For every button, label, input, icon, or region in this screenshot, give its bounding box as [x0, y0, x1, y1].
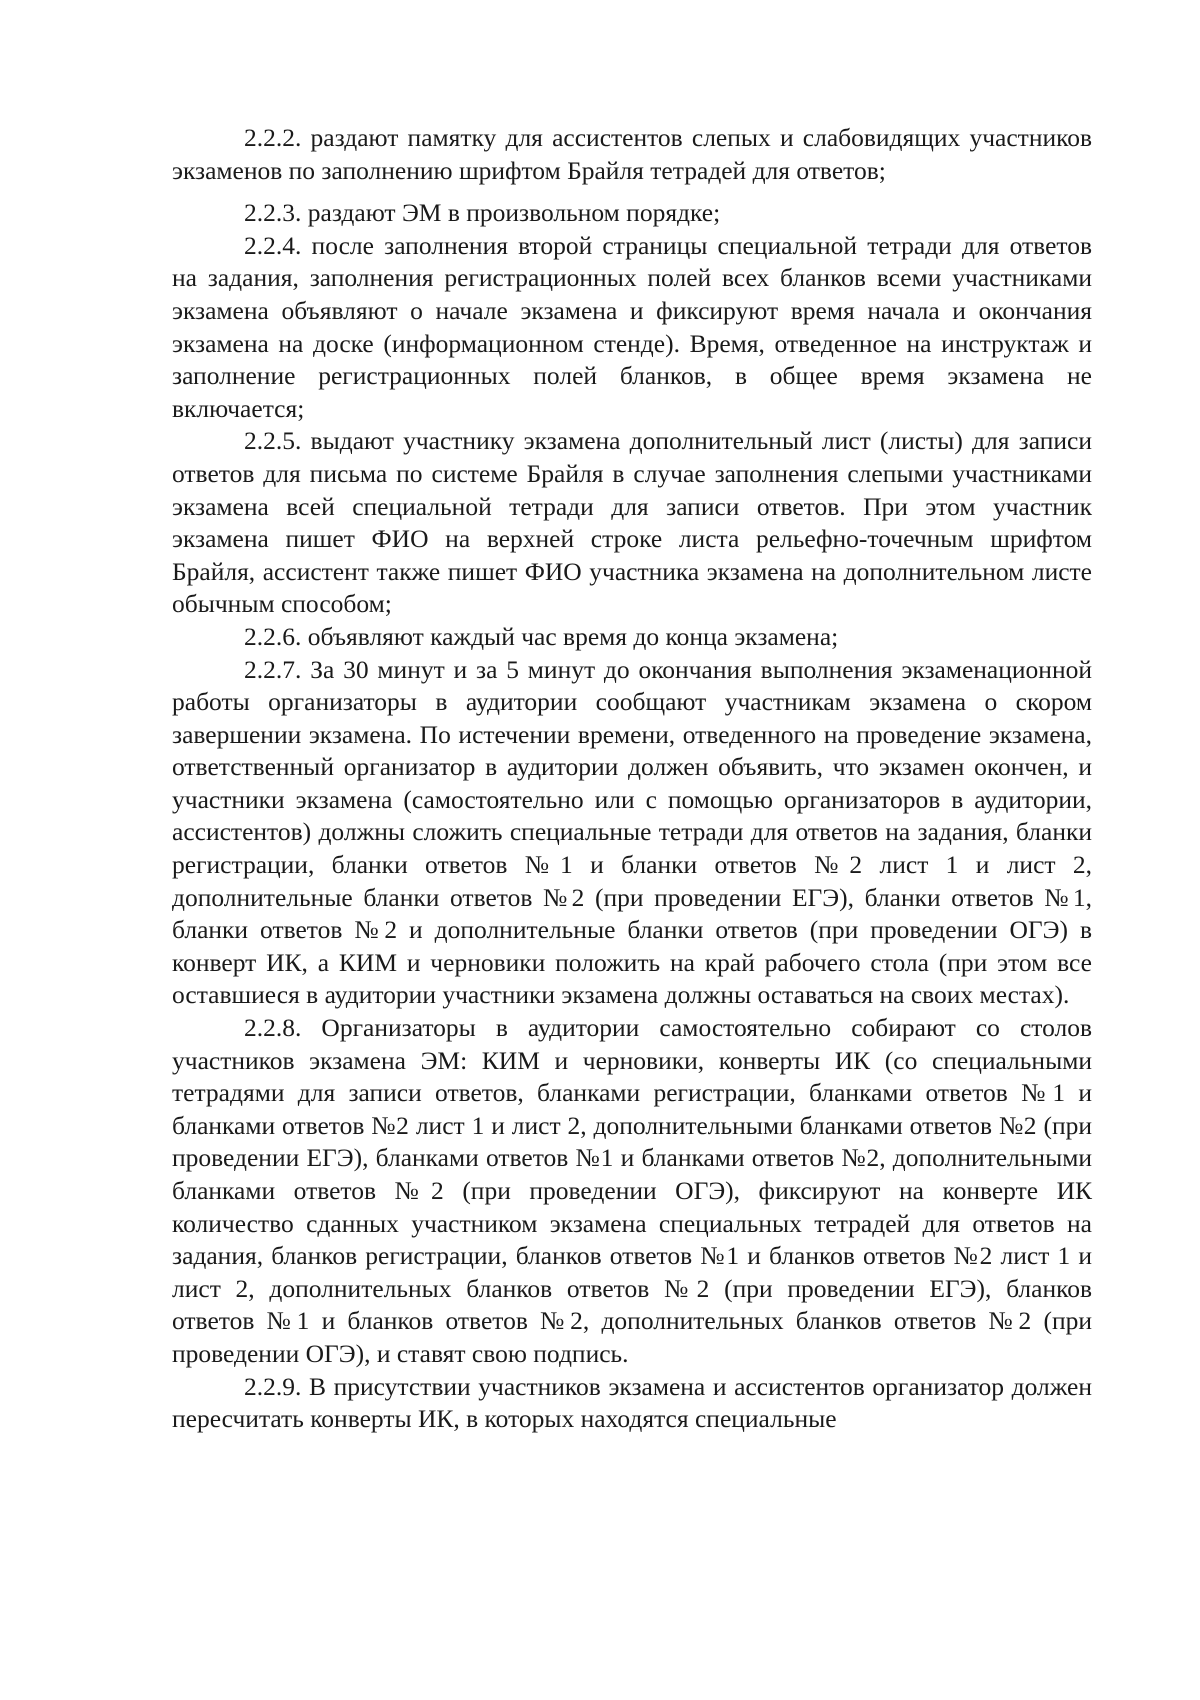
- paragraph-2-2-4: 2.2.4. после заполнения второй страницы специальной тетради для ответов на задания, заполнения регистрационных полей всех бланков всеми участниками экзамена объявляют о начале экзамена и фиксируют время начала и окончания экзамена на доске (информационном стенде). Время, отведенное на инструктаж и заполнение регистрационных полей бланков, в общее время экзамена не включается;: [172, 230, 1092, 423]
- paragraph-2-2-5: 2.2.5. выдают участнику экзамена дополнительный лист (листы) для записи ответов для письма по системе Брайля в случае заполнения слепыми участниками экзамена всей специальной тетради для записи ответов. При этом участник экзамена пишет ФИО на верхней строке листа рельефно-точечным шрифтом Брайля, ассистент также пишет ФИО участника экзамена на дополнительном листе обычным способом;: [172, 426, 1092, 619]
- paragraph-2-2-8: 2.2.8. Организаторы в аудитории самостоятельно собирают со столов участников экзамена ЭМ: КИМ и черновики, конверты ИК (со специальными тетрадями для записи ответов, бланками регистрации, бланками ответов №1 и бланками ответов №2 лист 1 и лист 2, дополнительными бланками ответов №2 (при проведении ЕГЭ), бланками ответов №1 и бланками ответов №2, дополнительными бланками ответов №2 (при проведении ОГЭ), фиксируют на конверте ИК количество сданных участником экзамена специальных тетрадей для ответов на задания, бланков регистрации, бланков ответов №1 и бланков ответов №2 лист 1 и лист 2, дополнительных бланков ответов №2 (при проведении ЕГЭ), бланков ответов №1 и бланков ответов №2, дополнительных бланков ответов №2 (при проведении ОГЭ), и ставят свою подпись.: [172, 1013, 1092, 1368]
- paragraph-2-2-3: 2.2.3. раздают ЭМ в произвольном порядке;: [244, 198, 721, 228]
- paragraph-2-2-6: 2.2.6. объявляют каждый час время до конца экзамена;: [244, 621, 839, 651]
- paragraph-2-2-2: 2.2.2. раздают памятку для ассистентов слепых и слабовидящих участников экзаменов по заполнению шрифтом Брайля тетрадей для ответов;: [172, 123, 1092, 185]
- paragraph-2-2-7: 2.2.7. За 30 минут и за 5 минут до окончания выполнения экзаменационной работы организаторы в аудитории сообщают участникам экзамена о скором завершении экзамена. По истечении времени, отведенного на проведение экзамена, ответственный организатор в аудитории должен объявить, что экзамен окончен, и участники экзамена (самостоятельно или с помощью организаторов в аудитории, ассистентов) должны сложить специальные тетради для ответов на задания, бланки регистрации, бланки ответов №1 и бланки ответов №2 лист 1 и лист 2, дополнительные бланки ответов №2 (при проведении ЕГЭ), бланки ответов №1, бланки ответов №2 и дополнительные бланки ответов (при проведении ОГЭ) в конверт ИК, а КИМ и черновики положить на край рабочего стола (при этом все оставшиеся в аудитории участники экзамена должны оставаться на своих местах).: [172, 654, 1092, 1010]
- paragraph-2-2-9: 2.2.9. В присутствии участников экзамена и ассистентов организатор должен пересчитать конверты ИК, в которых находятся специальные: [172, 1371, 1092, 1434]
- document-page: [172, 122, 1092, 1436]
